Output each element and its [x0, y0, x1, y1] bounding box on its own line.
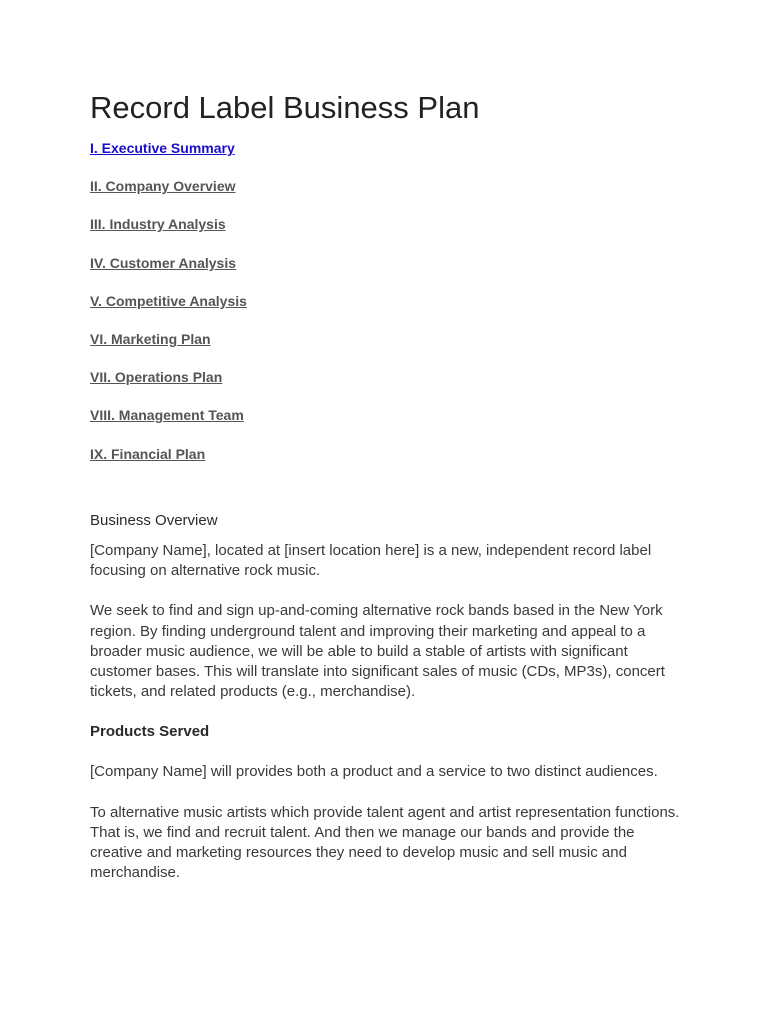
toc-item-competitive-analysis: [90, 292, 247, 330]
toc-item-marketing-plan: [90, 330, 247, 368]
document-body: [90, 511, 690, 883]
toc-link-customer-analysis[interactable]: IV. Customer Analysis: [90, 254, 237, 271]
toc-link-competitive-analysis[interactable]: V. Competitive Analysis: [90, 292, 247, 309]
toc-item-industry-analysis: [90, 215, 247, 253]
toc-item-management-team: [90, 406, 247, 444]
document-title: Record Label Business Plan: [90, 90, 480, 125]
toc-item-customer-analysis: [90, 254, 247, 292]
toc-item-financial-plan: [90, 445, 247, 483]
toc-link-industry-analysis[interactable]: III. Industry Analysis: [90, 216, 226, 233]
toc-link-operations-plan[interactable]: VII. Operations Plan: [90, 369, 223, 386]
toc-item-executive-summary: [90, 139, 247, 177]
products-served-paragraph-1: [Company Name] will provides both a product and a service to two distinct audiences.: [90, 763, 658, 781]
toc-link-executive-summary[interactable]: I. Executive Summary: [90, 140, 235, 156]
business-overview-paragraph-2: We seek to find and sign up-and-coming alternative rock bands based in the New York region. By finding underground talent and improving their marketing and appeal to a broader music audience, we will be able to build a stable of artists with significant customer bases. This will translate into significant sales of music (CDs, MP3s), concert tickets, and related products (e.g., merchandise).: [90, 602, 665, 701]
products-served-heading: Products Served: [90, 723, 210, 741]
business-overview-heading: Business Overview: [90, 512, 218, 529]
toc-link-company-overview[interactable]: II. Company Overview: [90, 178, 236, 195]
business-overview-paragraph-1: [Company Name], located at [insert location here] is a new, independent record label focusing on alternative rock music.: [90, 542, 652, 580]
table-of-contents: [90, 139, 247, 483]
toc-link-financial-plan[interactable]: IX. Financial Plan: [90, 445, 206, 462]
toc-item-operations-plan: [90, 368, 247, 406]
toc-link-management-team[interactable]: VIII. Management Team: [90, 407, 244, 424]
products-served-paragraph-2: To alternative music artists which provide talent agent and artist representation functions. That is, we find and recruit talent. And then we manage our bands and provide the creative and marketing resources they need to develop music and sell music and merchandise.: [90, 803, 680, 882]
toc-link-marketing-plan[interactable]: VI. Marketing Plan: [90, 330, 211, 347]
toc-item-company-overview: [90, 177, 247, 215]
